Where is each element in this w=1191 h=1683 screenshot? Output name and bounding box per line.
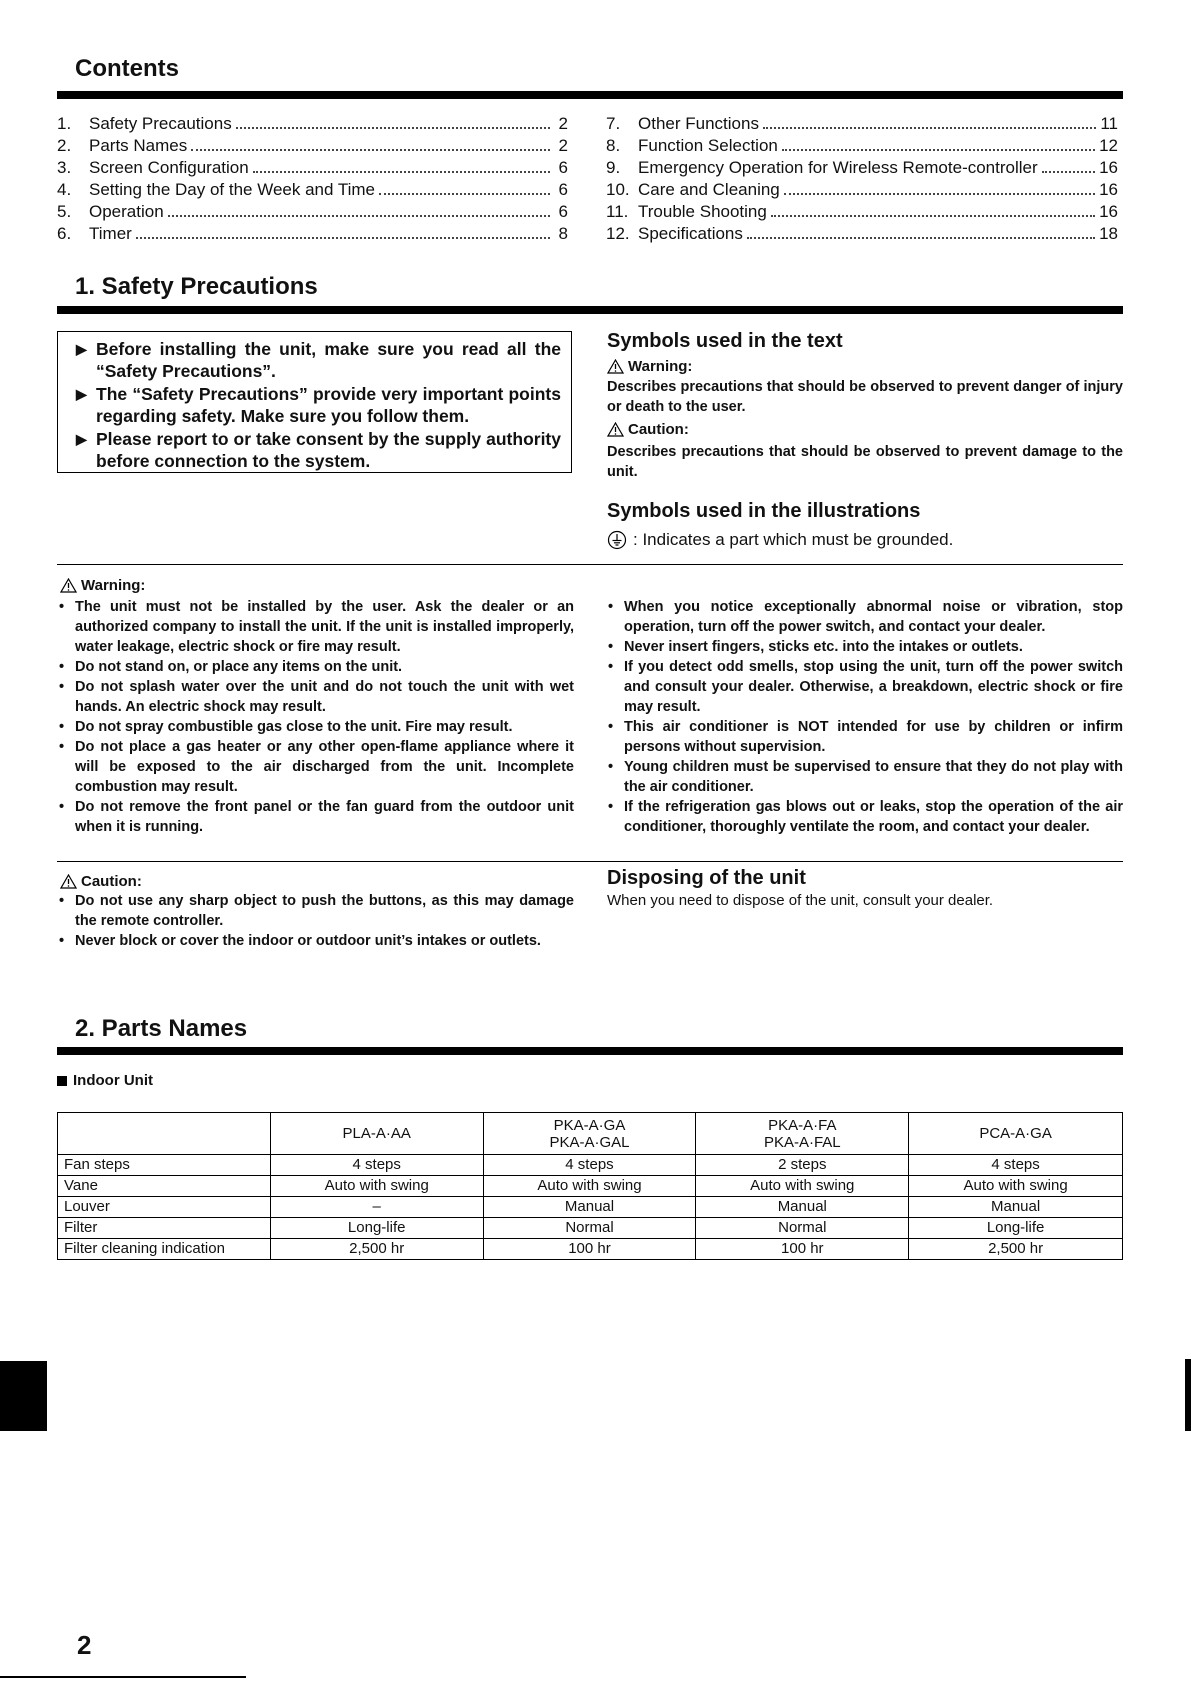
list-item: • Young children must be supervised to ensure that they do not play with the air conditioner.	[606, 757, 1123, 797]
caution-triangle-icon	[607, 422, 624, 437]
notice-item: ▶ Before installing the unit, make sure you read all the “Safety Precautions”.	[76, 339, 561, 381]
caution-label: Caution:	[60, 873, 142, 890]
table-cell: 100 hr	[696, 1239, 909, 1260]
table-cell: Normal	[483, 1218, 696, 1239]
toc-item[interactable]: 10. Care and Cleaning 16	[606, 180, 1118, 199]
toc-item[interactable]: 4. Setting the Day of the Week and Time 6	[57, 180, 568, 199]
symbols-text-heading: Symbols used in the text	[607, 330, 843, 352]
table-row	[58, 1155, 1123, 1176]
contents-list-left	[57, 113, 568, 245]
warning-triangle-icon	[60, 578, 77, 593]
toc-item[interactable]: 8. Function Selection 12	[606, 136, 1118, 155]
toc-item[interactable]: 3. Screen Configuration 6	[57, 158, 568, 177]
list-item: • Never block or cover the indoor or outdoor unit’s intakes or outlets.	[57, 931, 574, 951]
table-cell: 4 steps	[909, 1155, 1123, 1176]
toc-item[interactable]: 9. Emergency Operation for Wireless Remote-controller 16	[606, 158, 1118, 177]
list-item: • Do not use any sharp object to push the buttons, as this may damage the remote controller.	[57, 891, 574, 931]
list-item: • This air conditioner is NOT intended for use by children or infirm persons without supervision.	[606, 717, 1123, 757]
contents-heading: Contents	[75, 55, 179, 82]
column-header: PKA-A·FA PKA-A·FAL	[696, 1113, 909, 1155]
column-header: PKA-A·GA PKA-A·GAL	[483, 1113, 696, 1155]
table-cell: Normal	[696, 1218, 909, 1239]
square-bullet-icon	[57, 1076, 67, 1086]
heading-rule	[57, 306, 1123, 314]
symbols-warning-label: Warning:	[607, 358, 692, 375]
arrow-right-icon: ▶	[76, 431, 87, 447]
section-divider	[57, 861, 1123, 862]
list-item: • If the refrigeration gas blows out or leaks, stop the operation of the air conditioner, thoroughly ventilate the room, and contact your dealer.	[606, 797, 1123, 837]
column-header: PLA-A·AA	[270, 1113, 483, 1155]
heading-rule	[57, 1047, 1123, 1055]
table-cell: Manual	[696, 1197, 909, 1218]
toc-item[interactable]: 11. Trouble Shooting 16	[606, 202, 1118, 221]
table-cell: 4 steps	[483, 1155, 696, 1176]
parts-table	[57, 1112, 1123, 1260]
table-header-row	[58, 1113, 1123, 1155]
table-cell: Auto with swing	[909, 1176, 1123, 1197]
symbols-caution-label: Caution:	[607, 421, 689, 438]
safety-heading: 1. Safety Precautions	[75, 273, 318, 300]
parts-heading: 2. Parts Names	[75, 1015, 248, 1042]
indoor-unit-label: Indoor Unit	[57, 1072, 153, 1089]
warning-label: Warning:	[60, 577, 145, 594]
list-item: • Do not splash water over the unit and do not touch the unit with wet hands. An electric shock may result.	[57, 677, 574, 717]
row-label: Vane	[58, 1176, 271, 1197]
disposing-text: When you need to dispose of the unit, consult your dealer.	[607, 892, 994, 909]
toc-item[interactable]: 6. Timer 8	[57, 224, 568, 243]
table-cell: Auto with swing	[696, 1176, 909, 1197]
list-item: • If you detect odd smells, stop using the unit, turn off the power switch and consult your dealer. Otherwise, a breakdown, electric shock or fire may result.	[606, 657, 1123, 717]
column-header: PCA-A·GA	[909, 1113, 1123, 1155]
heading-rule	[57, 91, 1123, 99]
warning-list-right	[606, 597, 1123, 837]
row-label: Fan steps	[58, 1155, 271, 1176]
toc-item[interactable]: 12. Specifications 18	[606, 224, 1118, 243]
warning-description: Describes precautions that should be observed to prevent danger of injury or death to the user.	[607, 379, 1123, 415]
table-cell: Auto with swing	[483, 1176, 696, 1197]
table-cell: 2 steps	[696, 1155, 909, 1176]
toc-item[interactable]: 7. Other Functions 11	[606, 114, 1118, 133]
list-item: • Do not stand on, or place any items on the unit.	[57, 657, 574, 677]
list-item: • Do not remove the front panel or the fan guard from the outdoor unit when it is running.	[57, 797, 574, 837]
arrow-right-icon: ▶	[76, 341, 87, 357]
list-item: • When you notice exceptionally abnormal noise or vibration, stop operation, turn off the power switch, and contact your dealer.	[606, 597, 1123, 637]
notice-item: ▶ Please report to or take consent by the supply authority before connection to the system.	[76, 429, 561, 471]
table-cell: Long-life	[909, 1218, 1123, 1239]
row-label: Filter	[58, 1218, 271, 1239]
contents-list-right	[606, 113, 1118, 245]
table-cell: –	[270, 1197, 483, 1218]
table-row	[58, 1218, 1123, 1239]
toc-item[interactable]: 5. Operation 6	[57, 202, 568, 221]
list-item: • The unit must not be installed by the user. Ask the dealer or an authorized company to install the unit. If the unit is installed improperly, water leakage, electric shock or fire may result.	[57, 597, 574, 657]
warning-list-left	[57, 597, 574, 837]
ground-symbol-row: : Indicates a part which must be grounded.	[607, 530, 953, 550]
footer-rule	[0, 1676, 246, 1678]
caution-triangle-icon	[60, 874, 77, 889]
list-item: • Never insert fingers, sticks etc. into the intakes or outlets.	[606, 637, 1123, 657]
symbols-illustrations-heading: Symbols used in the illustrations	[607, 500, 921, 522]
table-cell: Manual	[483, 1197, 696, 1218]
table-row	[58, 1197, 1123, 1218]
page-tab-marker	[0, 1361, 47, 1431]
table-cell: 2,500 hr	[270, 1239, 483, 1260]
table-row	[58, 1176, 1123, 1197]
table-cell: 100 hr	[483, 1239, 696, 1260]
table-cell: Manual	[909, 1197, 1123, 1218]
list-item: • Do not spray combustible gas close to the unit. Fire may result.	[57, 717, 574, 737]
ground-symbol-icon	[607, 530, 627, 550]
row-label: Filter cleaning indication	[58, 1239, 271, 1260]
table-cell: 4 steps	[270, 1155, 483, 1176]
table-cell: Long-life	[270, 1218, 483, 1239]
arrow-right-icon: ▶	[76, 386, 87, 402]
toc-item[interactable]: 2. Parts Names 2	[57, 136, 568, 155]
row-label: Louver	[58, 1197, 271, 1218]
table-cell: 2,500 hr	[909, 1239, 1123, 1260]
safety-notice-box	[57, 331, 572, 473]
disposing-heading: Disposing of the unit	[607, 867, 806, 889]
caution-description: Describes precautions that should be observed to prevent damage to the unit.	[607, 444, 1123, 480]
toc-item[interactable]: 1. Safety Precautions 2	[57, 114, 568, 133]
notice-item: ▶ The “Safety Precautions” provide very important points regarding safety. Make sure you follow them.	[76, 384, 561, 426]
page-edge-marker	[1185, 1359, 1191, 1431]
list-item: • Do not place a gas heater or any other open-flame appliance where it will be exposed to the air discharged from the unit. Incomplete combustion may result.	[57, 737, 574, 797]
section-divider	[57, 564, 1123, 565]
warning-triangle-icon	[607, 359, 624, 374]
caution-list	[57, 891, 574, 951]
table-cell: Auto with swing	[270, 1176, 483, 1197]
table-row	[58, 1239, 1123, 1260]
column-header-empty	[58, 1113, 271, 1155]
page-number: 2	[77, 1630, 92, 1660]
